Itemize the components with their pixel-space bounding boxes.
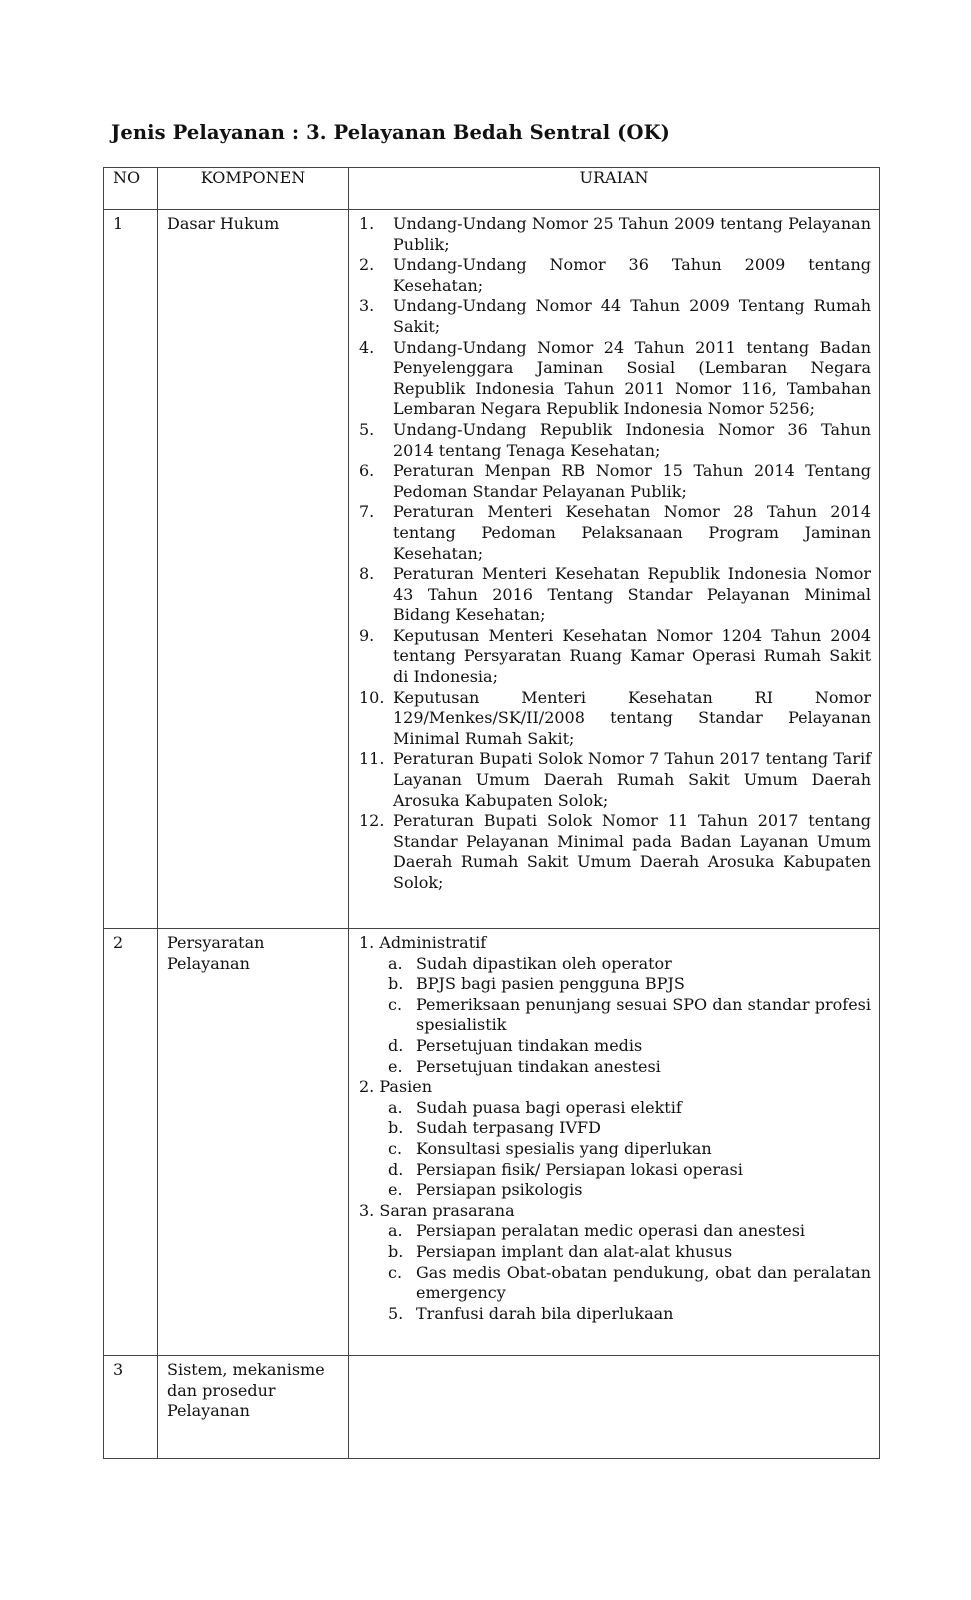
list-marker: a. <box>388 1221 403 1241</box>
list-number: 11. <box>359 749 385 769</box>
header-uraian: URAIAN <box>349 168 880 210</box>
list-number: 5. <box>359 419 375 439</box>
list-item <box>359 974 871 995</box>
header-komponen: KOMPONEN <box>158 168 349 210</box>
group-title: 1. Administratif <box>359 933 487 952</box>
requirements-group <box>359 1077 871 1201</box>
header-no: NO <box>104 168 158 210</box>
list-number: 12. <box>359 811 385 831</box>
list-item <box>359 255 871 296</box>
row-number: 3 <box>104 1356 158 1459</box>
list-text: Peraturan Menteri Kesehatan Nomor 28 Tahun 2014 tentang Pedoman Pelaksanaan Program Jaminan Kesehatan; <box>393 502 871 563</box>
list-marker: 5. <box>388 1303 404 1323</box>
list-marker: e. <box>388 1056 403 1076</box>
list-text: Persiapan psikologis <box>416 1180 583 1200</box>
list-text: Persiapan fisik/ Persiapan lokasi operasi <box>416 1159 743 1179</box>
list-text: Persiapan implant dan alat-alat khusus <box>416 1241 733 1261</box>
list-text: Peraturan Bupati Solok Nomor 7 Tahun 2017 tentang Tarif Layanan Umum Daerah Rumah Sakit Umum Daerah Arosuka Kabupaten Solok; <box>393 749 871 810</box>
list-text: Sudah puasa bagi operasi elektif <box>416 1097 682 1117</box>
table-row <box>104 1356 880 1459</box>
list-number: 6. <box>359 461 375 481</box>
table-row <box>104 210 880 929</box>
list-text: Undang-Undang Nomor 44 Tahun 2009 Tentang Rumah Sakit; <box>393 296 871 336</box>
legal-basis-list <box>359 214 871 894</box>
list-item <box>359 1304 871 1325</box>
list-item <box>359 1221 871 1242</box>
list-item <box>359 1263 871 1304</box>
list-item <box>359 296 871 337</box>
list-text: Undang-Undang Republik Indonesia Nomor 36 Tahun 2014 tentang Tenaga Kesehatan; <box>393 419 871 460</box>
list-number: 8. <box>359 564 375 584</box>
list-marker: a. <box>388 1097 403 1117</box>
table-header-row <box>104 168 880 210</box>
list-text: Persetujuan tindakan medis <box>416 1035 643 1055</box>
page-title: Jenis Pelayanan : 3. Pelayanan Bedah Sentral (OK) <box>111 121 670 144</box>
list-item <box>359 461 871 502</box>
list-marker: b. <box>388 1241 404 1261</box>
list-item <box>359 420 871 461</box>
list-item <box>359 1139 871 1160</box>
list-text: Tranfusi darah bila diperlukaan <box>416 1303 674 1323</box>
list-text: Undang-Undang Nomor 25 Tahun 2009 tentang Pelayanan Publik; <box>393 214 871 254</box>
list-item <box>359 338 871 420</box>
group-title: 3. Saran prasarana <box>359 1200 515 1220</box>
row-description <box>349 929 880 1356</box>
list-marker: d. <box>388 1159 404 1179</box>
list-number: 7. <box>359 502 375 522</box>
list-item <box>359 688 871 750</box>
list-marker: d. <box>388 1035 404 1055</box>
list-text: Gas medis Obat-obatan pendukung, obat dan peralatan emergency <box>416 1262 871 1303</box>
list-item <box>359 749 871 811</box>
list-item <box>359 564 871 626</box>
service-table <box>103 167 880 1459</box>
list-item <box>359 626 871 688</box>
row-number: 1 <box>104 210 158 929</box>
list-marker: e. <box>388 1180 403 1200</box>
list-text: Keputusan Menteri Kesehatan Nomor 1204 Tahun 2004 tentang Persyaratan Ruang Kamar Operasi Rumah Sakit di Indonesia; <box>393 625 871 687</box>
list-text: Konsultasi spesialis yang diperlukan <box>416 1138 712 1158</box>
list-marker: a. <box>388 953 403 973</box>
list-marker: b. <box>388 974 404 994</box>
list-item <box>359 1057 871 1078</box>
list-number: 4. <box>359 337 375 357</box>
list-item <box>359 995 871 1036</box>
list-text: Peraturan Menpan RB Nomor 15 Tahun 2014 Tentang Pedoman Standar Pelayanan Publik; <box>393 461 871 501</box>
list-item <box>359 1160 871 1181</box>
row-component: Persyaratan Pelayanan <box>158 929 349 1356</box>
group-title: 2. Pasien <box>359 1077 433 1097</box>
list-item <box>359 502 871 564</box>
list-text: Undang-Undang Nomor 24 Tahun 2011 tentang Badan Penyelenggara Jaminan Sosial (Lembaran Negara Republik Indonesia Tahun 2011 Nomor 116, Tambahan Lembaran Negara Republik Indonesia Nomor 5256; <box>393 337 871 419</box>
requirements-group <box>359 1201 871 1325</box>
list-number: 9. <box>359 625 375 645</box>
row-description <box>349 1356 880 1459</box>
list-item <box>359 811 871 893</box>
list-text: Peraturan Bupati Solok Nomor 11 Tahun 2017 tentang Standar Pelayanan Minimal pada Badan Layanan Umum Daerah Rumah Sakit Umum Daerah Arosuka Kabupaten Solok; <box>393 811 871 892</box>
list-item <box>359 1242 871 1263</box>
list-marker: b. <box>388 1118 404 1138</box>
list-item <box>359 1180 871 1201</box>
list-item <box>359 954 871 975</box>
list-item <box>359 1118 871 1139</box>
list-item <box>359 1098 871 1119</box>
list-number: 10. <box>359 687 385 707</box>
list-number: 2. <box>359 255 375 275</box>
row-component: Dasar Hukum <box>158 210 349 929</box>
list-marker: c. <box>388 994 403 1014</box>
list-text: Keputusan Menteri Kesehatan RI Nomor 129/Menkes/SK/II/2008 tentang Standar Pelayanan Minimal Rumah Sakit; <box>393 687 871 748</box>
list-text: Sudah dipastikan oleh operator <box>416 953 672 973</box>
table-row <box>104 929 880 1356</box>
list-item <box>359 1036 871 1057</box>
list-text: Persiapan peralatan medic operasi dan anestesi <box>416 1221 806 1241</box>
list-text: Sudah terpasang IVFD <box>416 1118 601 1138</box>
requirements-group <box>359 933 871 1077</box>
list-item <box>359 214 871 255</box>
list-number: 3. <box>359 296 375 316</box>
list-marker: c. <box>388 1262 403 1282</box>
list-text: Persetujuan tindakan anestesi <box>416 1056 661 1076</box>
list-text: Undang-Undang Nomor 36 Tahun 2009 tentang Kesehatan; <box>393 255 871 295</box>
row-description <box>349 210 880 929</box>
list-marker: c. <box>388 1138 403 1158</box>
list-text: Peraturan Menteri Kesehatan Republik Indonesia Nomor 43 Tahun 2016 Tentang Standar Pelayanan Minimal Bidang Kesehatan; <box>393 564 871 625</box>
list-text: Pemeriksaan penunjang sesuai SPO dan standar profesi spesialistik <box>416 994 871 1035</box>
row-component: Sistem, mekanisme dan prosedur Pelayanan <box>158 1356 349 1459</box>
row-number: 2 <box>104 929 158 1356</box>
list-number: 1. <box>359 214 375 233</box>
list-text: BPJS bagi pasien pengguna BPJS <box>416 974 685 994</box>
